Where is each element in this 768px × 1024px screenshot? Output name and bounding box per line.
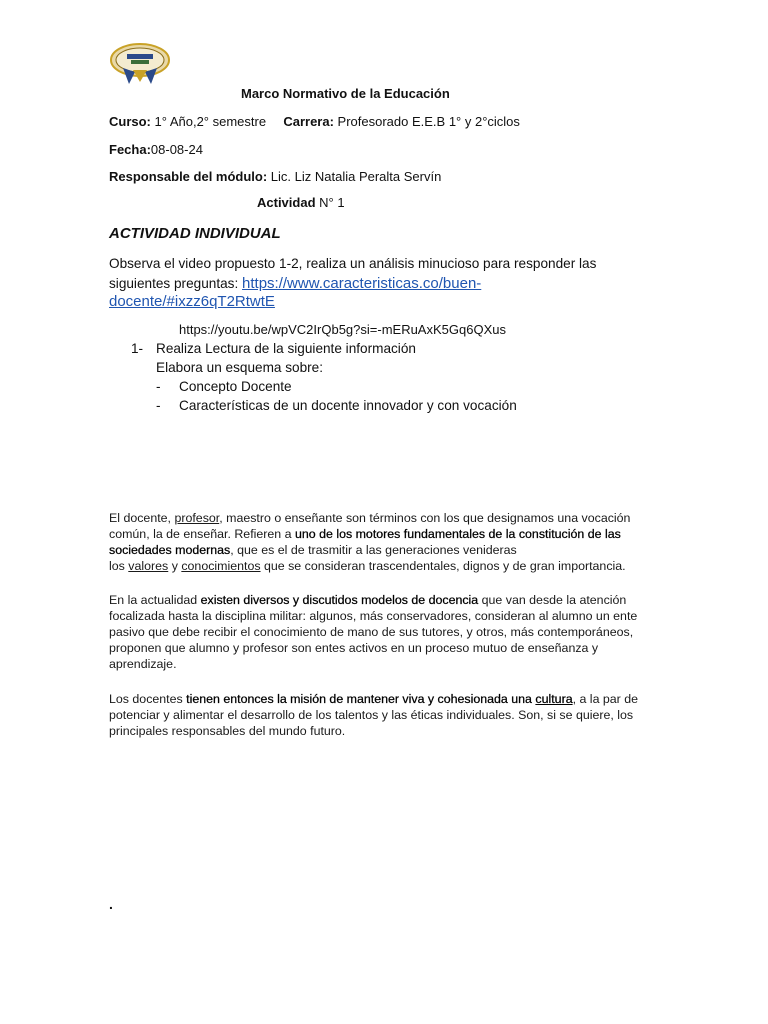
bullet-concepto-docente: Concepto Docente xyxy=(179,379,292,394)
reading-paragraph-2 xyxy=(109,592,657,672)
responsable-label: Responsable del módulo: xyxy=(109,169,268,184)
curso-label: Curso: xyxy=(109,114,151,129)
emphasis-text: tienen entonces la misión de mantener viva y cohesionada una xyxy=(186,692,536,706)
bullet-dash: - xyxy=(156,398,161,413)
fecha-value: 08-08-24 xyxy=(150,142,203,157)
actividad-label: Actividad xyxy=(257,195,316,210)
intro-line-2-text: siguientes preguntas: xyxy=(109,276,243,291)
emphasis-text: uno de los motores fundamentales de la constitución de las sociedades modernas xyxy=(109,527,621,557)
conocimientos-link[interactable]: conocimientos xyxy=(181,559,261,573)
institution-logo xyxy=(109,42,171,86)
carrera-value: Profesorado E.E.B 1° y 2°ciclos xyxy=(333,114,520,129)
text-run: , a la par de potenciar y alimentar el desarrollo de los talentos y las éticas individuales. Son, si se quiere, los principales responsables del mundo futuro. xyxy=(109,692,639,738)
activity-heading: ACTIVIDAD INDIVIDUAL xyxy=(109,225,281,242)
text-run: que van desde la atención focalizada hasta la disciplina militar: algunos, más conservadores, consideran al alumno un ente pasivo que debe recibir el conocimiento de mano de sus tutores, y otros, más contemporáneos, proponen que alumno y profesor son entes activos en un proceso mutuo de enseñanza y aprendizaje. xyxy=(109,593,638,671)
text-run: que se consideran trascendentales, dignos y de gran importancia. xyxy=(260,559,626,573)
valores-link[interactable]: valores xyxy=(128,559,169,573)
bullet-dash: - xyxy=(156,379,161,394)
fecha-line xyxy=(109,142,203,157)
intro-line-2 xyxy=(109,275,481,292)
institution-seal-icon xyxy=(109,42,171,86)
cultura-link[interactable]: cultura xyxy=(535,692,573,706)
caracteristicas-link-part2[interactable]: docente/#ixzz6qT2RtwtE xyxy=(109,293,275,310)
text-run: los xyxy=(109,559,129,573)
reading-paragraph-1 xyxy=(109,510,657,574)
reading-paragraph-3 xyxy=(109,691,657,739)
responsable-value: Lic. Liz Natalia Peralta Servín xyxy=(267,169,442,184)
fecha-label: Fecha: xyxy=(109,142,151,157)
intro-line-1: Observa el video propuesto 1-2, realiza un análisis minucioso para responder las xyxy=(109,256,597,271)
actividad-line xyxy=(257,195,345,210)
carrera-label: Carrera: xyxy=(283,114,334,129)
step-text: Realiza Lectura de la siguiente información xyxy=(156,341,416,356)
sub-instruction: Elabora un esquema sobre: xyxy=(156,360,324,375)
bullet-caracteristicas: Características de un docente innovador y con vocación xyxy=(179,398,517,413)
emphasis-text: existen diversos y discutidos modelos de docencia xyxy=(200,593,479,607)
youtube-url[interactable]: https://youtu.be/wpVC2IrQb5g?si=-mERuAxK5Gq6QXus xyxy=(179,322,506,337)
actividad-value: N° 1 xyxy=(315,195,345,210)
text-run: y xyxy=(168,559,182,573)
responsable-line xyxy=(109,169,441,184)
text-run: El docente, xyxy=(109,511,175,525)
footer-dot: . xyxy=(109,896,113,912)
text-run: , que es el de trasmitir a las generaciones venideras xyxy=(230,543,517,557)
step-number: 1- xyxy=(131,341,144,356)
curso-value: 1° Año,2° semestre xyxy=(150,114,267,129)
text-run: Los docentes xyxy=(109,692,187,706)
caracteristicas-link-part1[interactable]: https://www.caracteristicas.co/buen- xyxy=(242,275,482,292)
curso-line xyxy=(109,114,520,129)
profesor-link[interactable]: profesor xyxy=(174,511,220,525)
page-title: Marco Normativo de la Educación xyxy=(241,86,450,101)
text-run: En la actualidad xyxy=(109,593,201,607)
text-run: , maestro o enseñante son términos con los que designamos una vocación común, la de enseñar. Refieren a xyxy=(109,511,631,541)
